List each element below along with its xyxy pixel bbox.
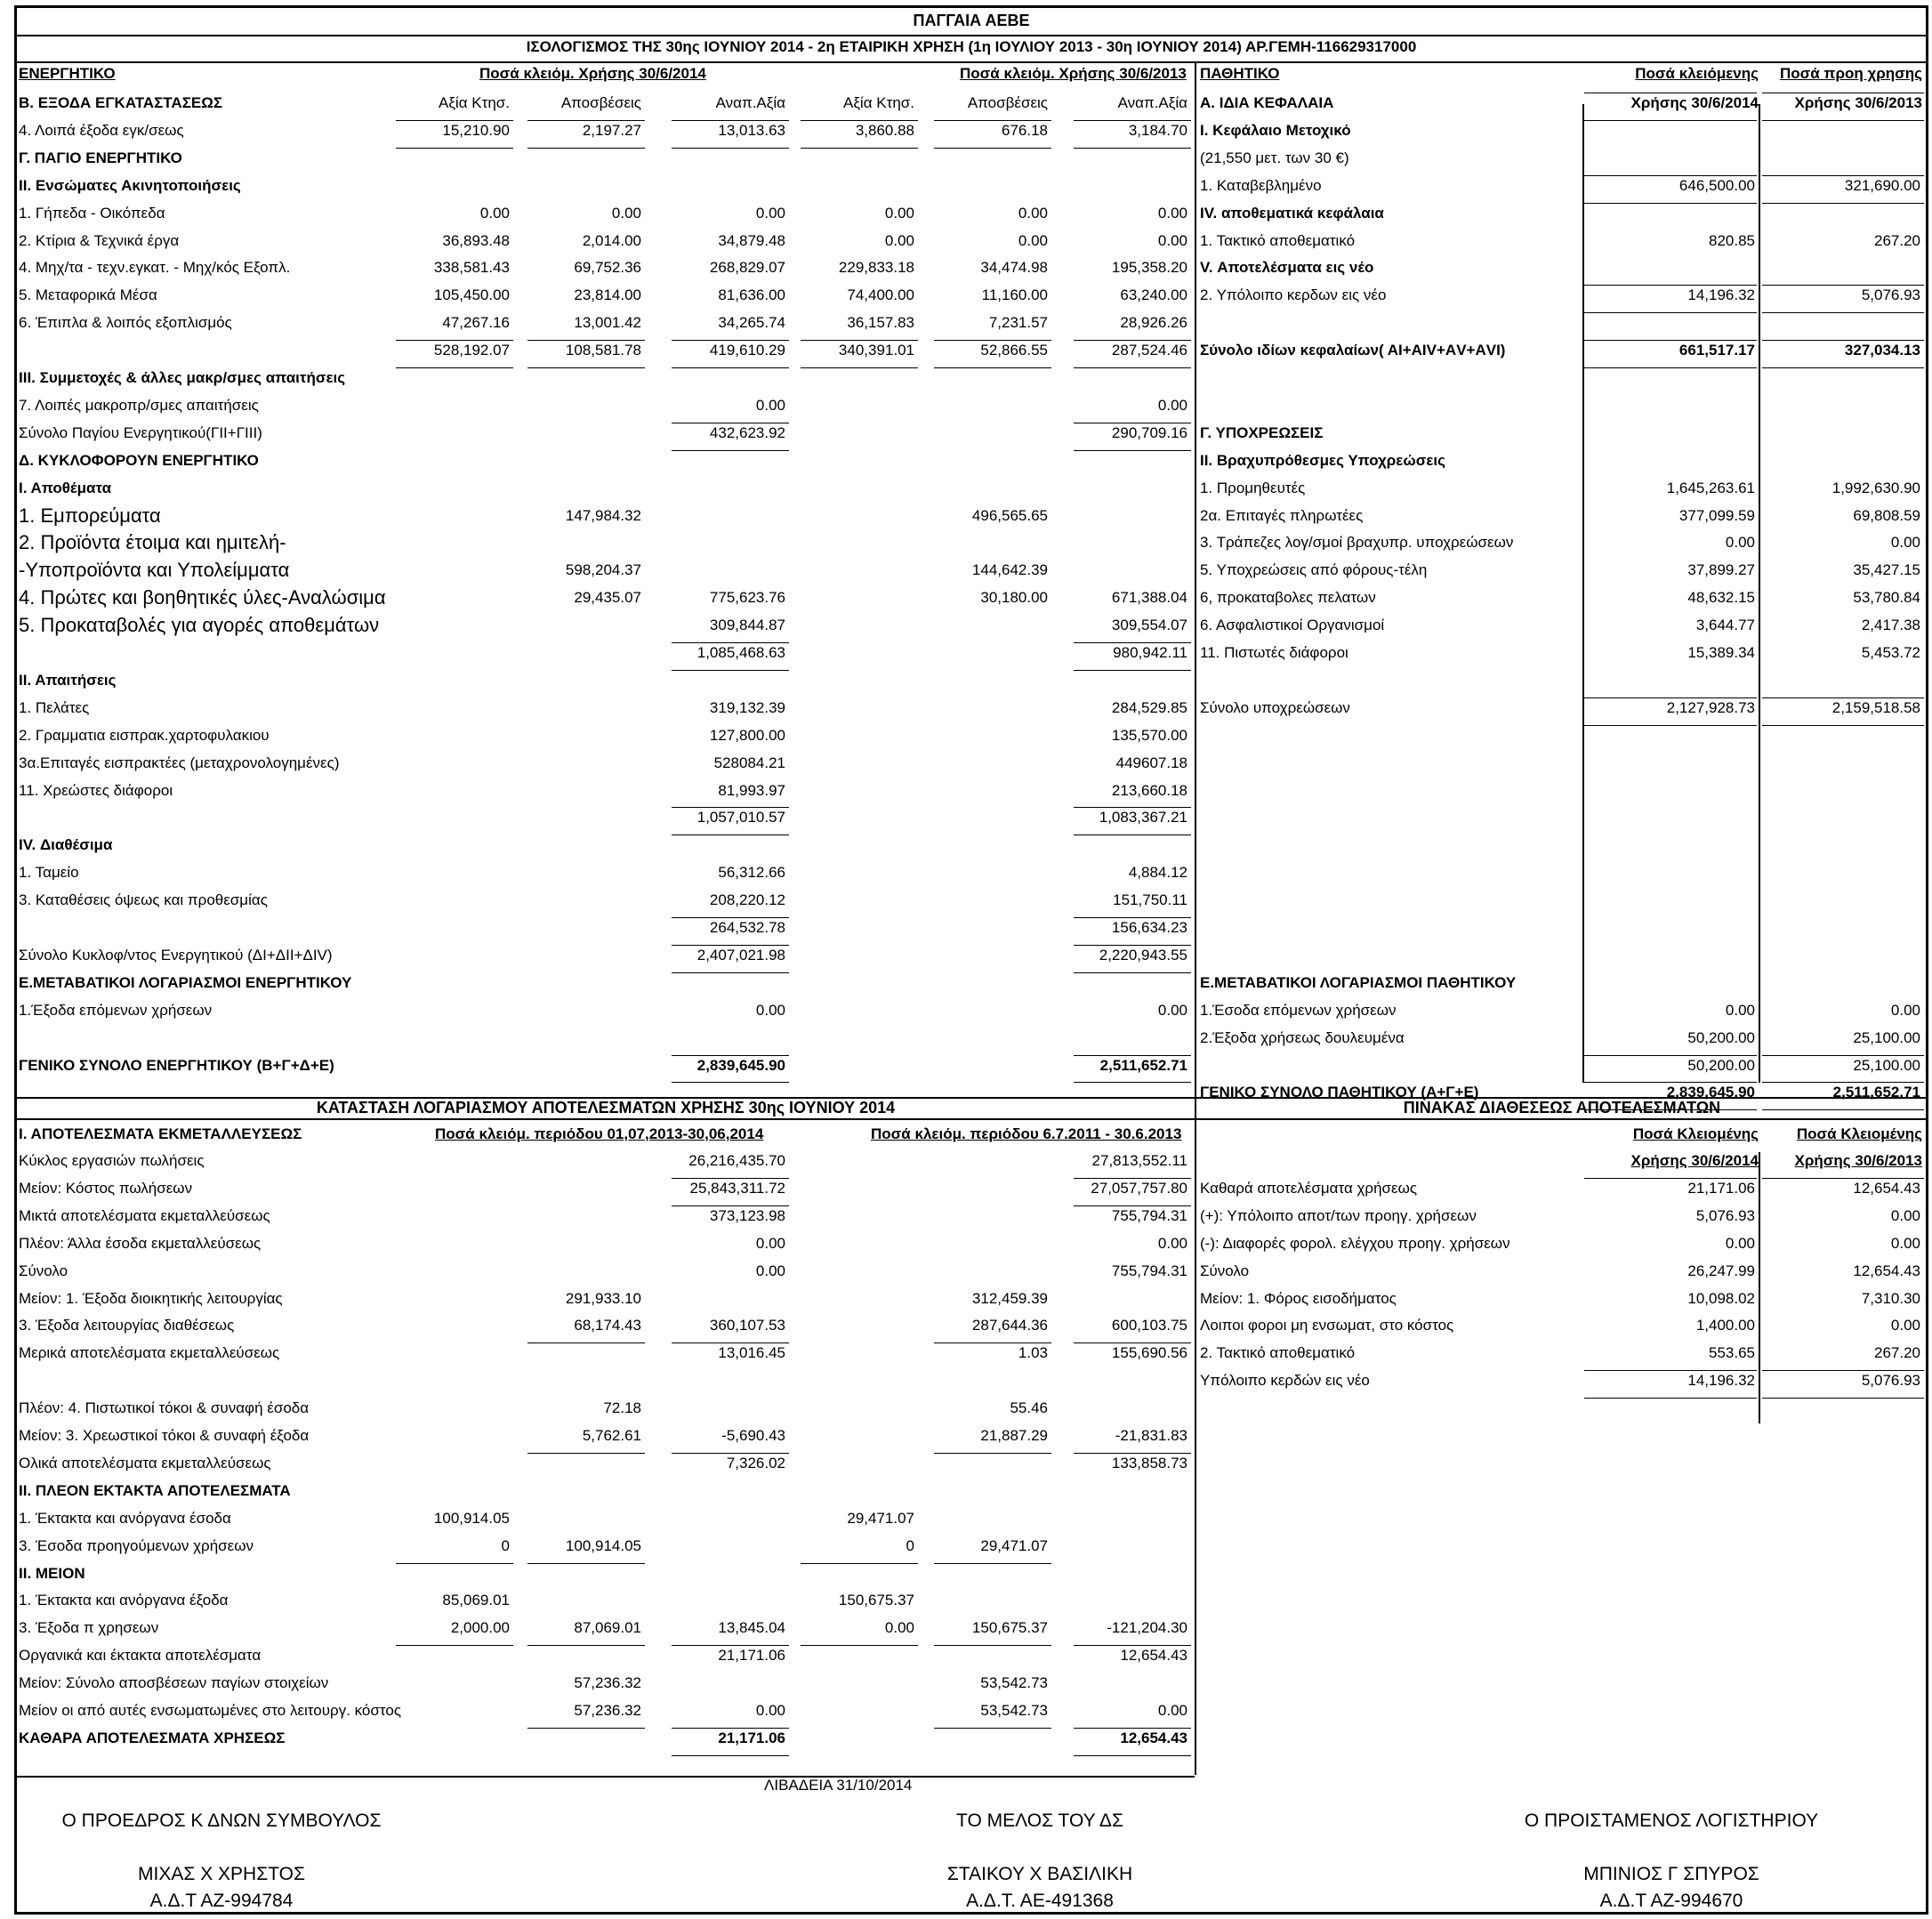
income-row-label: 3. Έσοδα προηγούμενων χρήσεων xyxy=(19,1536,254,1554)
liability-row-label: 5. Υποχρεώσεις από φόρους-τέλη xyxy=(1200,561,1428,579)
asset-row-value: 0.00 xyxy=(1157,1001,1187,1019)
asset-row-value: 2,839,645.90 xyxy=(696,1056,785,1074)
asset-row-label: 7. Λοιπές μακροπρ/σμες απαιτήσεις xyxy=(19,396,259,414)
asset-row-value: 23,814.00 xyxy=(574,286,641,304)
liability-row-label: Γ. ΥΠΟΧΡΕΩΣΕΙΣ xyxy=(1200,423,1324,441)
asset-row-value: 34,879.48 xyxy=(718,231,785,249)
asset-row-value: 29,435.07 xyxy=(574,589,641,607)
income-row-value: 1.03 xyxy=(1018,1344,1048,1362)
liab-head-current-1: Ποσά κλειόμενης xyxy=(1635,65,1759,82)
asset-row-label: 6. Έπιπλα & λοιπός εξοπλισμός xyxy=(19,314,232,332)
asset-row-value: 0.00 xyxy=(755,1001,785,1019)
income-period-previous: Ποσά κλειόμ. περιόδου 6.7.2011 - 30.6.2013 xyxy=(871,1125,1182,1142)
asset-row-value: 30,180.00 xyxy=(980,589,1048,607)
asset-row-value: 63,240.00 xyxy=(1120,286,1187,304)
signature-chairman-id: Α.Δ.Τ ΑΖ-994784 xyxy=(149,1891,294,1911)
liability-row-label: 2α. Επιταγές πληρωτέες xyxy=(1200,506,1364,524)
income-row-label: ΙΙ. ΠΛΕΟΝ ΕΚΤΑΚΤΑ ΑΠΟΤΕΛΕΣΜΑΤΑ xyxy=(19,1481,291,1499)
income-row-label: Κύκλος εργασιών πωλήσεις xyxy=(19,1152,205,1169)
income-row-value: 25,843,311.72 xyxy=(689,1179,785,1197)
liability-row-current: 661,517.17 xyxy=(1678,342,1755,359)
distribution-row-previous: 7,310.30 xyxy=(1861,1289,1920,1307)
asset-row-label: 2. Γραμματια εισπρακ.χαρτοφυλακιου xyxy=(19,726,270,744)
income-row-value: 57,236.32 xyxy=(574,1702,641,1719)
income-row-label: Ολικά αποτελέσματα εκμεταλλεύσεως xyxy=(19,1454,271,1472)
asset-row-label: -Υποπροϊόντα και Υπολείμματα xyxy=(19,559,290,582)
liability-row-current: 15,389.34 xyxy=(1687,644,1755,661)
asset-row-label: ΓΕΝΙΚΟ ΣΥΝΟΛΟ ΕΝΕΡΓΗΤΙΚΟΥ (Β+Γ+Δ+Ε) xyxy=(19,1056,334,1074)
distribution-row-current: 10,098.02 xyxy=(1687,1289,1755,1307)
asset-row-label: 3α.Επιταγές εισπρακτέες (μεταχρονολογημένες) xyxy=(19,754,340,771)
income-row-value: 21,887.29 xyxy=(980,1427,1048,1444)
asset-row-value: 1,083,367.21 xyxy=(1099,809,1187,826)
liability-row-previous: 25,100.00 xyxy=(1853,1056,1920,1074)
distribution-row-label: Υπόλοιπο κερδών εις νέο xyxy=(1200,1372,1370,1390)
asset-row-value: 290,709.16 xyxy=(1111,423,1187,441)
income-row-value: 12,654.43 xyxy=(1120,1647,1187,1665)
asset-row-value: 496,565.65 xyxy=(971,506,1048,524)
asset-row-label: ΙΙ. Απαιτήσεις xyxy=(19,671,117,689)
liabilities-title: ΠΑΘΗΤΙΚΟ xyxy=(1200,65,1280,82)
asset-row-value: 598,204.37 xyxy=(565,561,641,579)
distribution-row-current: 5,076.93 xyxy=(1695,1206,1755,1224)
liability-row-label: 1. Προμηθευτές xyxy=(1200,479,1306,496)
income-row-value: 100,914.05 xyxy=(565,1536,641,1554)
income-row-value: 0.00 xyxy=(755,1702,785,1719)
distribution-row-label: (+): Υπόλοιπο αποτ/των προηγ. χρήσεων xyxy=(1200,1206,1477,1224)
liability-row-previous: 321,690.00 xyxy=(1844,176,1920,194)
income-row-value: 155,690.56 xyxy=(1111,1344,1187,1362)
income-row-value: 29,471.07 xyxy=(847,1509,914,1527)
asset-row-value: 3,184.70 xyxy=(1128,121,1187,139)
liability-row-current: 0.00 xyxy=(1725,534,1755,552)
asset-row-label: 1.Έξοδα επόμενων χρήσεων xyxy=(19,1001,213,1019)
income-row-label: 3. Έξοδα λειτουργίας διαθέσεως xyxy=(19,1317,235,1334)
asset-row-value: 15,210.90 xyxy=(442,121,510,139)
asset-row-label: 4. Λοιπά έξοδα εγκ/σεως xyxy=(19,121,184,139)
distribution-row-previous: 12,654.43 xyxy=(1853,1179,1920,1197)
income-row-label: Μείον: 1. Έξοδα διοικητικής λειτουργίας xyxy=(19,1289,283,1307)
asset-row-value: 0.00 xyxy=(479,204,510,222)
income-row-value: 55.46 xyxy=(1010,1399,1048,1417)
income-row-value: 72.18 xyxy=(603,1399,641,1417)
asset-row-value: 2,014.00 xyxy=(582,231,641,249)
asset-row-label: ΙΙ. Ενσώματες Ακινητοποιήσεις xyxy=(19,176,241,194)
signature-accountant-id: Α.Δ.Τ ΑΖ-994670 xyxy=(1599,1891,1743,1911)
asset-row-value: 0.00 xyxy=(611,204,641,222)
liability-row-current: 50,200.00 xyxy=(1687,1056,1755,1074)
liability-row-previous: 267.20 xyxy=(1874,231,1920,249)
income-row-value: 13,016.45 xyxy=(718,1344,785,1362)
asset-row-label: 4. Μηχ/τα - τεχν.εγκατ. - Μηχ/κός Εξοπλ. xyxy=(19,259,291,277)
asset-row-label: 5. Προκαταβολές για αγορές αποθεμάτων xyxy=(19,614,380,637)
asset-row-value: 2,197.27 xyxy=(582,121,641,139)
asset-row-label: 5. Μεταφορικά Μέσα xyxy=(19,286,157,304)
liability-row-current: 820.85 xyxy=(1709,231,1755,249)
asset-row-value: 0.00 xyxy=(884,231,914,249)
liability-row-previous: 0.00 xyxy=(1890,534,1920,552)
income-row-value: 5,762.61 xyxy=(582,1427,641,1444)
asset-row-label: Ε.ΜΕΤΑΒΑΤΙΚΟΙ ΛΟΓΑΡΙΑΣΜΟΙ ΕΝΕΡΓΗΤΙΚΟΥ xyxy=(19,973,352,991)
asset-row-value: 7,231.57 xyxy=(988,314,1048,332)
income-row-value: -121,204.30 xyxy=(1107,1619,1187,1637)
asset-row-value: 319,132.39 xyxy=(709,698,785,716)
asset-row-value: 284,529.85 xyxy=(1111,698,1187,716)
income-row-value: 150,675.37 xyxy=(838,1592,914,1609)
income-row-value: 0 xyxy=(501,1536,510,1554)
asset-row-label: 2. Προϊόντα έτοιμα και ημιτελή- xyxy=(19,531,286,554)
income-row-value: 2,000.00 xyxy=(450,1619,510,1637)
asset-row-label: 4. Πρώτες και βοηθητικές ύλες-Αναλώσιμα xyxy=(19,586,386,609)
income-row-value: 21,171.06 xyxy=(718,1647,785,1665)
asset-row-value: 528,192.07 xyxy=(433,342,510,359)
distribution-row-current: 553.65 xyxy=(1709,1344,1755,1362)
income-row-value: 360,107.53 xyxy=(709,1317,785,1334)
income-row-value: 312,459.39 xyxy=(971,1289,1048,1307)
liability-row-previous: 69,808.59 xyxy=(1853,506,1920,524)
asset-row-value: 34,265.74 xyxy=(718,314,785,332)
company-title: ΠΑΓΓΑΙΑ ΑΕΒΕ xyxy=(913,12,1030,29)
asset-row-value: 268,829.07 xyxy=(709,259,785,277)
assets-period-current: Ποσά κλειόμ. Χρήσης 30/6/2014 xyxy=(479,65,706,82)
income-row-value: 755,794.31 xyxy=(1111,1206,1187,1224)
liability-row-label: ΓΕΝΙΚΟ ΣΥΝΟΛΟ ΠΑΘΗΤΙΚΟΥ (Α+Γ+Ε) xyxy=(1200,1084,1479,1101)
asset-row-value: 3,860.88 xyxy=(855,121,914,139)
income-period-current: Ποσά κλειόμ. περιόδου 01,07,2013-30,06,2014 xyxy=(435,1125,764,1142)
signature-member-role: ΤΟ ΜΕΛΟΣ ΤΟΥ ΔΣ xyxy=(956,1810,1123,1831)
asset-row-value: 36,157.83 xyxy=(847,314,914,332)
income-row-value: 755,794.31 xyxy=(1111,1262,1187,1279)
asset-row-label: Β. ΕΞΟΔΑ ΕΓΚΑΤΑΣΤΑΣΕΩΣ xyxy=(19,94,223,111)
asset-col-head-4: Αποσβέσεις xyxy=(967,94,1048,111)
asset-row-value: 229,833.18 xyxy=(838,259,914,277)
asset-row-value: 0.00 xyxy=(755,204,785,222)
income-row-label: Πλέον: Άλλα έσοδα εκμεταλλεύσεως xyxy=(19,1234,262,1252)
asset-row-value: 2,407,021.98 xyxy=(696,946,785,964)
income-row-value: 21,171.06 xyxy=(718,1729,785,1746)
asset-row-value: 338,581.43 xyxy=(433,259,510,277)
income-row-label: 1. Έκτακτα και ανόργανα έσοδα xyxy=(19,1509,231,1527)
asset-row-label: 11. Χρεώστες διάφοροι xyxy=(19,781,173,799)
income-row-label: Οργανικά και έκτακτα αποτελέσματα xyxy=(19,1647,262,1665)
liability-row-label: Ε.ΜΕΤΑΒΑΤΙΚΟΙ ΛΟΓΑΡΙΑΣΜΟΙ ΠΑΘΗΤΙΚΟΥ xyxy=(1200,973,1517,991)
liability-row-previous: 35,427.15 xyxy=(1853,561,1920,579)
liability-row-current: 646,500.00 xyxy=(1678,176,1755,194)
asset-row-value: 81,636.00 xyxy=(718,286,785,304)
income-row-value: 373,123.98 xyxy=(709,1206,785,1224)
liability-row-previous: 25,100.00 xyxy=(1853,1028,1920,1046)
liability-row-label: 2.Έξοδα χρήσεως δουλευμένα xyxy=(1200,1028,1405,1046)
asset-row-value: 980,942.11 xyxy=(1113,644,1187,661)
asset-col-head-5: Αναπ.Αξία xyxy=(1117,94,1187,111)
income-row-value: 0.00 xyxy=(755,1234,785,1252)
income-row-value: 27,813,552.11 xyxy=(1091,1152,1187,1169)
distribution-row-previous: 5,076.93 xyxy=(1861,1372,1920,1390)
asset-row-value: 0.00 xyxy=(1157,396,1187,414)
liability-row-label: 2. Υπόλοιπο κερδων εις νέο xyxy=(1200,286,1387,304)
signature-chairman-name: ΜΙΧΑΣ Χ ΧΡΗΣΤΟΣ xyxy=(138,1864,305,1884)
income-row-value: 133,858.73 xyxy=(1111,1454,1187,1472)
income-row-value: 291,933.10 xyxy=(565,1289,641,1307)
signature-accountant-role: Ο ΠΡΟΙΣΤΑΜΕΝΟΣ ΛΟΓΙΣΤΗΡΙΟΥ xyxy=(1524,1810,1819,1831)
asset-row-value: 135,570.00 xyxy=(1111,726,1187,744)
liability-row-previous: 5,453.72 xyxy=(1861,644,1920,661)
dist-head-current-1: Ποσά Κλειομένης xyxy=(1632,1125,1759,1142)
distribution-row-label: (-): Διαφορές φορολ. ελέγχου προηγ. χρήσεων xyxy=(1200,1234,1510,1252)
income-row-value: 85,069.01 xyxy=(442,1592,510,1609)
liability-row-previous: 5,076.93 xyxy=(1861,286,1920,304)
liability-row-current: 1,645,263.61 xyxy=(1666,479,1755,496)
asset-row-value: 47,267.16 xyxy=(442,314,510,332)
liability-row-label: Σύνολο υποχρεώσεων xyxy=(1200,698,1350,716)
liability-row-current: 48,632.15 xyxy=(1687,589,1755,607)
distribution-row-current: 21,171.06 xyxy=(1687,1179,1755,1197)
income-row-value: 287,644.36 xyxy=(971,1317,1048,1334)
asset-row-value: 81,993.97 xyxy=(718,781,785,799)
asset-row-value: 419,610.29 xyxy=(709,342,785,359)
income-row-label: Μερικά αποτελέσματα εκμεταλλεύσεως xyxy=(19,1344,280,1362)
asset-row-value: 0.00 xyxy=(755,396,785,414)
asset-row-value: 144,642.39 xyxy=(971,561,1048,579)
income-row-label: Σύνολο xyxy=(19,1262,68,1279)
asset-row-value: 156,634.23 xyxy=(1111,919,1187,936)
income-row-value: 150,675.37 xyxy=(971,1619,1048,1637)
income-row-value: 0.00 xyxy=(884,1619,914,1637)
asset-row-value: 127,800.00 xyxy=(709,726,785,744)
income-row-label: Μείον: Σύνολο αποσβέσεων παγίων στοιχείων xyxy=(19,1674,329,1692)
liability-row-label: 11. Πιστωτές διάφοροι xyxy=(1200,644,1348,661)
assets-title: ΕΝΕΡΓΗΤΙΚΟ xyxy=(19,65,116,82)
liability-row-label: V. Αποτελέσματα εις νέο xyxy=(1200,259,1374,277)
liability-row-current: 2,839,645.90 xyxy=(1666,1084,1755,1101)
liability-row-label: 3. Τράπεζες λογ/σμοί βραχυπρ. υποχρεώσεων xyxy=(1200,534,1514,552)
financial-statement-sheet xyxy=(14,5,1928,1915)
liability-row-current: 37,899.27 xyxy=(1687,561,1755,579)
signature-member-id: Α.Δ.Τ. ΑΕ-491368 xyxy=(966,1891,1114,1911)
liability-row-current: 50,200.00 xyxy=(1687,1028,1755,1046)
income-row-label: ΚΑΘΑΡΑ ΑΠΟΤΕΛΕΣΜΑΤΑ ΧΡΗΣΕΩΣ xyxy=(19,1729,286,1746)
asset-row-value: 1,085,468.63 xyxy=(696,644,785,661)
dist-head-previous-1: Ποσά Κλειομένης xyxy=(1796,1125,1922,1142)
asset-row-label: Ι. Αποθέματα xyxy=(19,479,112,496)
asset-row-value: 195,358.20 xyxy=(1111,259,1187,277)
distribution-title: ΠΙΝΑΚΑΣ ΔΙΑΘΕΣΕΩΣ ΑΠΟΤΕΛΕΣΜΑΤΩΝ xyxy=(1403,1099,1721,1117)
asset-col-head-3: Αξία Κτησ. xyxy=(842,94,914,111)
liability-row-previous: 2,159,518.58 xyxy=(1831,698,1920,716)
liability-row-label: 6. Ασφαλιστικοί Οργανισμοί xyxy=(1200,617,1385,634)
asset-row-value: 208,220.12 xyxy=(709,891,785,909)
asset-row-label: 1. Πελάτες xyxy=(19,698,90,716)
liability-row-label: ΙV. αποθεματικά κεφάλαια xyxy=(1200,204,1384,222)
asset-row-value: 0.00 xyxy=(1018,231,1048,249)
asset-row-value: 13,013.63 xyxy=(718,121,785,139)
asset-row-value: 340,391.01 xyxy=(838,342,914,359)
income-row-label: ΙΙ. ΜΕΙΟΝ xyxy=(19,1564,85,1582)
assets-period-previous: Ποσά κλειόμ. Χρήσης 30/6/2013 xyxy=(960,65,1187,82)
asset-row-label: 1. Γήπεδα - Οικόπεδα xyxy=(19,204,165,222)
liability-row-label: (21,550 μετ. των 30 €) xyxy=(1200,149,1349,166)
distribution-row-label: Μείον: 1. Φόρος εισοδήματος xyxy=(1200,1289,1397,1307)
liability-row-current: 0.00 xyxy=(1725,1001,1755,1019)
distribution-row-previous: 0.00 xyxy=(1890,1206,1920,1224)
distribution-row-label: Λοιποι φοροι μη ενσωματ, στο κόστος xyxy=(1200,1317,1454,1334)
income-row-label: Μείον οι από αυτές ενσωματωμένες στο λειτουργ. κόστος xyxy=(19,1702,402,1719)
signature-chairman-role: Ο ΠΡΟΕΔΡΟΣ Κ ΔΝΩΝ ΣΥΜΒΟΥΛΟΣ xyxy=(61,1810,382,1831)
liability-row-previous: 53,780.84 xyxy=(1853,589,1920,607)
liability-row-label: 1.Έσοδα επόμενων χρήσεων xyxy=(1200,1001,1397,1019)
income-row-label: Μικτά αποτελέσματα εκμεταλλεύσεως xyxy=(19,1206,270,1224)
liability-row-current: 2,127,928.73 xyxy=(1666,698,1755,716)
asset-row-label: 3. Καταθέσεις όψεως και προθεσμίας xyxy=(19,891,268,909)
liab-head-current-2: Χρήσης 30/6/2014 xyxy=(1630,94,1759,111)
asset-row-value: 1,057,010.57 xyxy=(696,809,785,826)
asset-row-value: 449607.18 xyxy=(1115,754,1187,771)
income-row-label: 1. Έκτακτα και ανόργανα έξοδα xyxy=(19,1592,229,1609)
asset-row-value: 0.00 xyxy=(1157,204,1187,222)
liability-row-previous: 327,034.13 xyxy=(1844,342,1920,359)
income-row-value: 87,069.01 xyxy=(574,1619,641,1637)
asset-row-value: 676.18 xyxy=(1002,121,1048,139)
asset-row-value: 264,532.78 xyxy=(709,919,785,936)
asset-row-value: 309,554.07 xyxy=(1111,617,1187,634)
dist-head-previous-2: Χρήσης 30/6/2013 xyxy=(1794,1152,1922,1169)
asset-col-head-2: Αναπ.Αξία xyxy=(715,94,785,111)
distribution-row-current: 26,247.99 xyxy=(1687,1262,1755,1279)
asset-row-label: Γ. ΠΑΓΙΟ ΕΝΕΡΓΗΤΙΚΟ xyxy=(19,149,182,166)
asset-row-value: 105,450.00 xyxy=(433,286,510,304)
income-row-value: 53,542.73 xyxy=(980,1674,1048,1692)
liability-row-label: Α. ΙΔΙΑ ΚΕΦΑΛΑΙΑ xyxy=(1200,94,1334,111)
place-date: ΛΙΒΑΔΕΙΑ 31/10/2014 xyxy=(764,1777,913,1794)
income-row-label: Μείον: 3. Χρεωστικοί τόκοι & συναφή έξοδα xyxy=(19,1427,310,1444)
asset-col-head-1: Αποσβέσεις xyxy=(560,94,641,111)
liab-head-previous-1: Ποσά προη χρησης xyxy=(1779,65,1922,82)
asset-row-label: ΙV. Διαθέσιμα xyxy=(19,836,113,854)
asset-row-value: 309,844.87 xyxy=(709,617,785,634)
asset-row-label: 2. Κτίρια & Τεχνικά έργα xyxy=(19,231,180,249)
asset-row-value: 287,524.46 xyxy=(1111,342,1187,359)
asset-row-value: 213,660.18 xyxy=(1111,781,1187,799)
asset-row-label: 1. Ταμείο xyxy=(19,864,79,882)
asset-row-value: 0.00 xyxy=(884,204,914,222)
income-title: ΚΑΤΑΣΤΑΣΗ ΛΟΓΑΡΙΑΣΜΟΥ ΑΠΟΤΕΛΕΣΜΑΤΩΝ ΧΡΗΣΗΣ 30ης ΙΟΥΝΙΟΥ 2014 xyxy=(316,1099,896,1117)
income-row-value: 600,103.75 xyxy=(1111,1317,1187,1334)
income-row-value: 7,326.02 xyxy=(726,1454,785,1472)
liability-row-label: Σύνολο ιδίων κεφαλαίων( ΑΙ+ΑΙV+ΑV+ΑVΙ) xyxy=(1200,342,1506,359)
asset-col-head-0: Αξία Κτησ. xyxy=(438,94,510,111)
asset-row-value: 671,388.04 xyxy=(1111,589,1187,607)
income-row-value: -5,690.43 xyxy=(721,1427,785,1444)
liability-row-label: ΙΙ. Βραχυπρόθεσμες Υποχρεώσεις xyxy=(1200,451,1445,469)
income-row-value: -21,831.83 xyxy=(1115,1427,1187,1444)
liability-row-previous: 0.00 xyxy=(1890,1001,1920,1019)
asset-row-value: 775,623.76 xyxy=(709,589,785,607)
distribution-row-label: Καθαρά αποτελέσματα χρήσεως xyxy=(1200,1179,1418,1197)
distribution-row-previous: 0.00 xyxy=(1890,1234,1920,1252)
income-row-label: 3. Έξοδα π χρησεων xyxy=(19,1619,159,1637)
asset-row-value: 147,984.32 xyxy=(565,506,641,524)
liability-row-previous: 1,992,630.90 xyxy=(1831,479,1920,496)
liab-head-previous-2: Χρήσης 30/6/2013 xyxy=(1794,94,1922,111)
income-row-value: 68,174.43 xyxy=(574,1317,641,1334)
asset-row-value: 36,893.48 xyxy=(442,231,510,249)
signature-accountant-name: ΜΠΙΝΙΟΣ Γ ΣΠΥΡΟΣ xyxy=(1583,1864,1759,1884)
signature-member-name: ΣΤΑΙΚΟΥ Χ ΒΑΣΙΛΙΚΗ xyxy=(946,1864,1133,1884)
asset-row-value: 2,220,943.55 xyxy=(1099,946,1187,964)
asset-row-value: 52,866.55 xyxy=(980,342,1048,359)
asset-row-value: 74,400.00 xyxy=(847,286,914,304)
asset-row-value: 108,581.78 xyxy=(565,342,641,359)
asset-row-value: 528084.21 xyxy=(713,754,785,771)
distribution-row-current: 14,196.32 xyxy=(1687,1372,1755,1390)
asset-row-value: 13,001.42 xyxy=(574,314,641,332)
income-row-value: 100,914.05 xyxy=(433,1509,510,1527)
asset-row-value: 151,750.11 xyxy=(1113,891,1187,909)
income-row-value: 26,216,435.70 xyxy=(688,1152,785,1169)
asset-row-label: Σύνολο Παγίου Ενεργητικού(ΓΙΙ+ΓΙΙΙ) xyxy=(19,423,262,441)
asset-row-label: ΙΙΙ. Συμμετοχές & άλλες μακρ/σμες απαιτήσεις xyxy=(19,369,346,386)
dist-head-current-2: Χρήσης 30/6/2014 xyxy=(1630,1152,1759,1169)
liability-row-current: 14,196.32 xyxy=(1687,286,1755,304)
distribution-row-current: 0.00 xyxy=(1725,1234,1755,1252)
liability-row-previous: 2,417.38 xyxy=(1861,617,1920,634)
distribution-row-current: 1,400.00 xyxy=(1695,1317,1755,1334)
liability-row-label: 1. Τακτικό αποθεματικό xyxy=(1200,231,1356,249)
distribution-row-previous: 0.00 xyxy=(1890,1317,1920,1334)
income-row-label: Πλέον: 4. Πιστωτικοί τόκοι & συναφή έσοδα xyxy=(19,1399,310,1417)
income-row-value: 12,654.43 xyxy=(1120,1729,1187,1746)
distribution-row-previous: 267.20 xyxy=(1874,1344,1920,1362)
liability-row-current: 377,099.59 xyxy=(1678,506,1755,524)
income-row-value: 53,542.73 xyxy=(980,1702,1048,1719)
income-row-value: 0 xyxy=(906,1536,914,1554)
liability-row-label: 6, προκαταβολες πελατων xyxy=(1200,589,1376,607)
income-row-value: 57,236.32 xyxy=(574,1674,641,1692)
asset-row-value: 34,474.98 xyxy=(980,259,1048,277)
income-row-value: 0.00 xyxy=(1157,1234,1187,1252)
liability-row-current: 3,644.77 xyxy=(1695,617,1755,634)
asset-row-label: Σύνολο Κυκλοφ/ντος Ενεργητικού (ΔΙ+ΔΙΙ+ΔΙV) xyxy=(19,946,333,964)
distribution-row-previous: 12,654.43 xyxy=(1853,1262,1920,1279)
liability-row-label: Ι. Κεφάλαιο Μετοχικό xyxy=(1200,121,1351,139)
distribution-row-label: 2. Τακτικό αποθεματικό xyxy=(1200,1344,1356,1362)
distribution-row-label: Σύνολο xyxy=(1200,1262,1250,1279)
asset-row-label: 1. Εμπορεύματα xyxy=(19,504,161,527)
asset-row-value: 11,160.00 xyxy=(981,286,1048,304)
asset-row-value: 4,884.12 xyxy=(1128,864,1187,882)
asset-row-value: 69,752.36 xyxy=(574,259,641,277)
asset-row-value: 2,511,652.71 xyxy=(1099,1056,1187,1074)
asset-row-value: 0.00 xyxy=(1018,204,1048,222)
liability-row-previous: 2,511,652.71 xyxy=(1832,1084,1920,1101)
asset-row-value: 432,623.92 xyxy=(709,423,785,441)
asset-row-value: 28,926.26 xyxy=(1120,314,1187,332)
income-row-value: 0.00 xyxy=(1157,1702,1187,1719)
statement-subtitle: ΙΣΟΛΟΓΙΣΜΟΣ ΤΗΣ 30ης ΙΟΥΝΙΟΥ 2014 - 2η ΕΤΑΙΡΙΚΗ ΧΡΗΣΗ (1η ΙΟΥΛΙΟΥ 2013 - 30η ΙΟΥΝΙΟΥ 2014) ΑΡ.ΓΕΜΗ-116629317000 xyxy=(526,38,1417,55)
income-section-title: Ι. ΑΠΟΤΕΛΕΣΜΑΤΑ ΕΚΜΕΤΑΛΛΕΥΣΕΩΣ xyxy=(19,1125,302,1142)
income-row-value: 27,057,757.80 xyxy=(1091,1179,1187,1197)
income-row-value: 13,845.04 xyxy=(718,1619,785,1637)
asset-row-value: 56,312.66 xyxy=(718,864,785,882)
asset-row-value: 0.00 xyxy=(1157,231,1187,249)
income-row-value: 0.00 xyxy=(755,1262,785,1279)
income-row-label: Μείον: Κόστος πωλήσεων xyxy=(19,1179,193,1197)
asset-row-label: Δ. ΚΥΚΛΟΦΟΡΟΥΝ ΕΝΕΡΓΗΤΙΚΟ xyxy=(19,451,259,469)
liability-row-label: 1. Καταβεβλημένο xyxy=(1200,176,1322,194)
income-row-value: 29,471.07 xyxy=(980,1536,1048,1554)
